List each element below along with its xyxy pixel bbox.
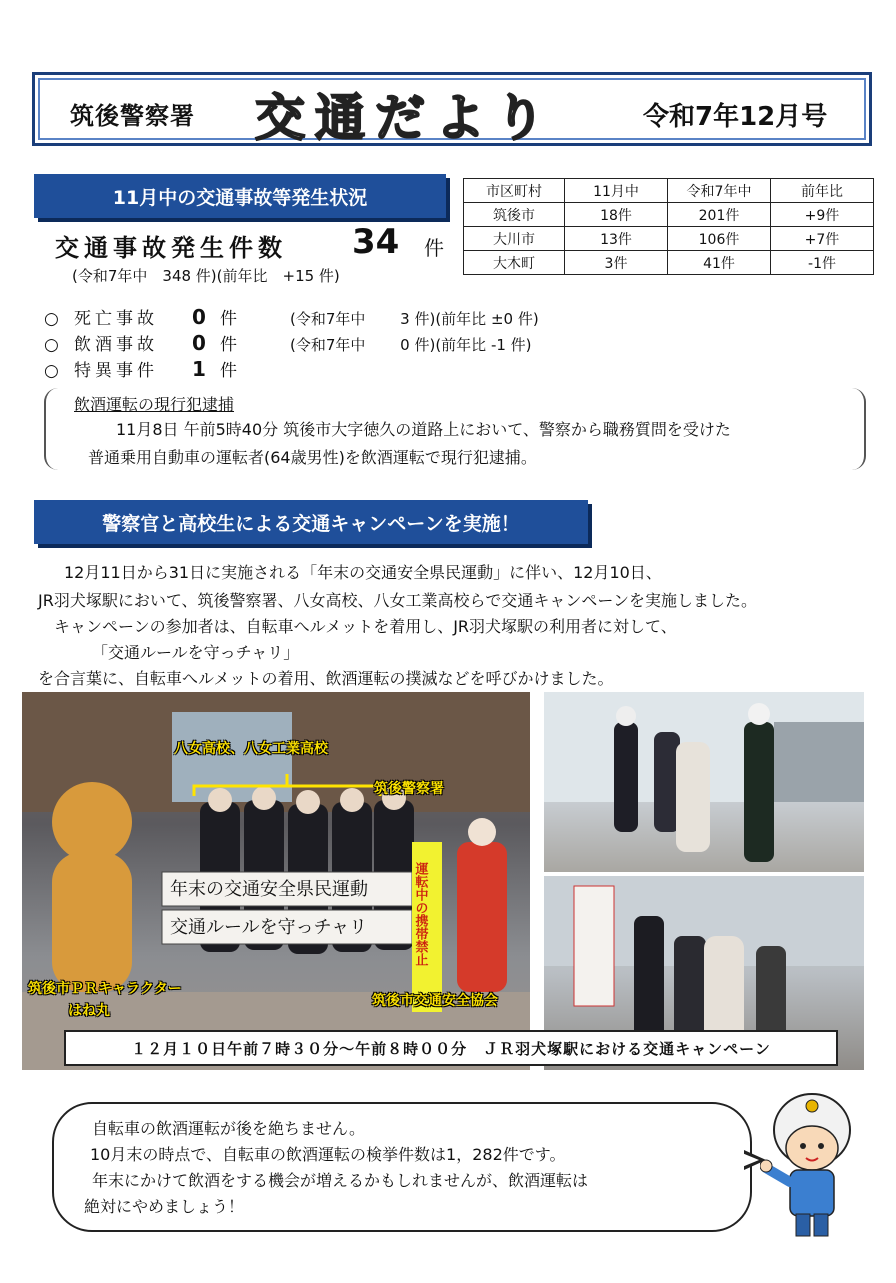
bubble-text-line: 10月末の時点で、自転車の飲酒運転の検挙件数は1，282件です。 [90,1145,566,1164]
bubble-text-line: 年末にかけて飲酒をする機会が増えるかもしれませんが、飲酒運転は [92,1171,589,1190]
table-cell: 大川市 [464,227,565,251]
table-cell: +7件 [771,227,874,251]
bubble-text-line: 絶対にやめましょう！ [84,1197,245,1216]
speech-bubble-tail-inner [742,1153,759,1167]
newsletter-title: 交通だより [255,88,555,147]
bullet-mark: ○ [44,361,59,381]
table-row [464,227,874,251]
arrest-text-line: 普通乗用自動車の運転者(64歳男性)を飲酒運転で現行犯逮捕。 [88,448,537,467]
stat-unit: 件 [220,361,237,381]
campaign-group-photo [22,692,530,1070]
campaign-text-line: 12月11日から31日に実施される「年末の交通安全県民運動」に伴い、12月10日、 [64,563,662,582]
table-header: 市区町村 [464,179,565,203]
table-row [464,251,874,275]
police-label: 筑後警察署 [374,781,444,797]
stat-row-special [44,356,290,381]
stat-note: (令和7年中 3 件)(前年比 ±0 件) [290,310,539,328]
section1-banner: 11月中の交通事故等発生状況 [34,174,446,218]
association-label: 筑後市交通安全協会 [372,993,498,1009]
table-cell: 41件 [668,251,771,275]
campaign-slogan: 「交通ルールを守っチャリ」 [92,643,300,662]
banner-text-1: 年末の交通安全県民運動 [170,879,368,900]
table-cell: 筑後市 [464,203,565,227]
stat-label: 特異事件 [74,361,158,381]
stat-label: 死亡事故 [74,309,158,329]
stat-row-fatal [44,304,539,329]
stat-label: 飲酒事故 [74,335,158,355]
stat-note: (令和7年中 0 件)(前年比 -1 件) [290,336,532,354]
stat-number: 0 [192,305,206,329]
mascot-label-line1: 筑後市ＰＲキャラクター [28,981,182,997]
stat-unit: 件 [220,309,237,329]
bullet-mark: ○ [44,309,59,329]
table-cell: 201件 [668,203,771,227]
table-cell: 3件 [565,251,668,275]
table-cell: -1件 [771,251,874,275]
stat-number: 1 [192,357,206,381]
schools-label: 八女高校、八女工業高校 [174,741,328,757]
bubble-text-line: 自転車の飲酒運転が後を絶ちません。 [92,1119,365,1138]
arrest-text-line: 11月8日 午前5時40分 筑後市大字徳久の道路上において、警察から職務質問を受けた [116,420,731,439]
accident-count-value: 34 [352,222,400,262]
section2-banner: 警察官と高校生による交通キャンペーンを実施！ [34,500,588,544]
stat-row-drunk [44,330,532,355]
campaign-text-line: JR羽犬塚駅において、筑後警察署、八女高校、八女工業高校らで交通キャンペーンを実施しました。 [38,591,758,610]
flag-text: 運転中の携帯禁止 [412,862,428,966]
bullet-mark: ○ [44,335,59,355]
photo-caption: １２月１０日午前７時３０分〜午前８時００分 ＪＲ羽犬塚駅における交通キャンペーン [64,1030,838,1066]
table-header-row [464,179,874,203]
mascot-label-line2: はね丸 [68,1003,110,1019]
campaign-text-line: を合言葉に、自転車へルメットの着用、飲酒運転の撲滅などを呼びかけました。 [38,669,614,688]
police-officer-mascot-icon [760,1090,860,1240]
table-cell: 13件 [565,227,668,251]
banner-text-2: 交通ルールを守っチャリ [170,917,368,938]
table-header: 令和7年中 [668,179,771,203]
arrest-title: 飲酒運転の現行犯逮捕 [74,395,235,414]
issue-date: 令和7年12月号 [643,102,828,132]
table-header: 11月中 [565,179,668,203]
table-header: 前年比 [771,179,874,203]
accident-count-unit: 件 [424,236,444,260]
city-accident-table [463,178,874,275]
accident-count-label: 交通事故発生件数 [55,234,287,262]
stat-unit: 件 [220,335,237,355]
stat-number: 0 [192,331,206,355]
station-gate-illustration [544,692,864,872]
campaign-photo-station-gate [544,692,864,872]
table-cell: 18件 [565,203,668,227]
table-cell: 大木町 [464,251,565,275]
table-row [464,203,874,227]
station-name: 筑後警察署 [70,102,195,130]
table-cell: +9件 [771,203,874,227]
table-cell: 106件 [668,227,771,251]
accident-count-summary: (令和7年中 348 件)(前年比 +15 件) [72,267,340,285]
campaign-text-line: キャンペーンの参加者は、自転車へルメットを着用し、JR羽犬塚駅の利用者に対して、 [54,617,677,636]
